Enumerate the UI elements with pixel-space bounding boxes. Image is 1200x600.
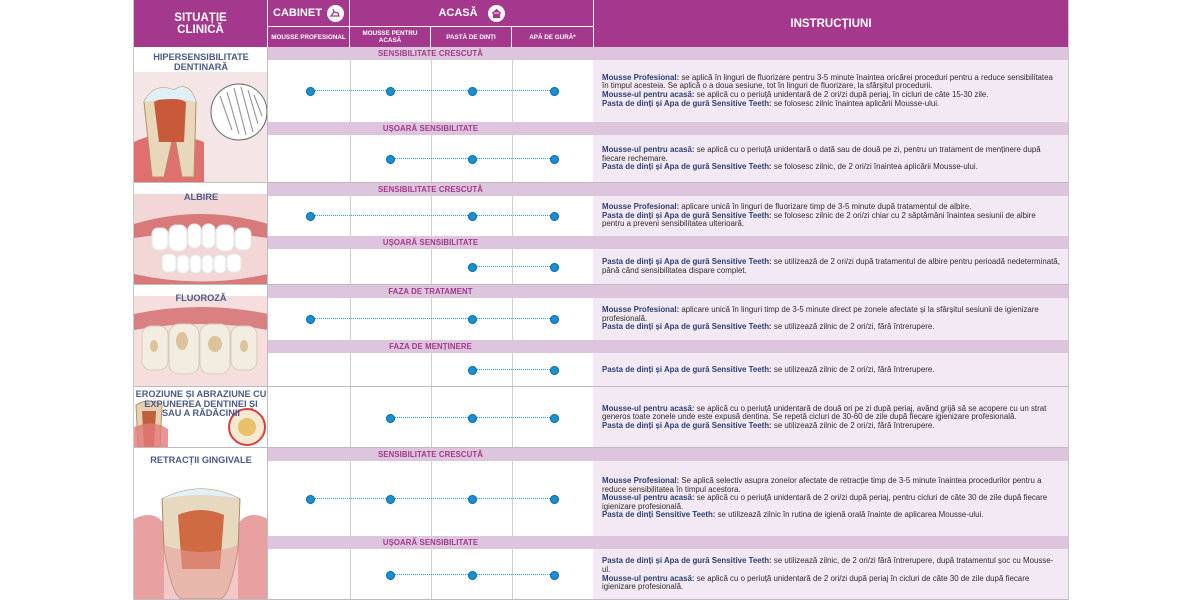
instruction-line <box>602 146 1060 163</box>
instruction-product: Mousse-ul pentru acasă: <box>602 493 695 503</box>
instruction-line <box>602 100 1060 109</box>
instruction-product: Mousse Profesional: <box>602 476 680 486</box>
instruction-text: se folosesc zilnic de 2 ori/zi chiar cu 2 săptămâni înaintea sesiunii de albire pentru a preveni sensibilitatea ulterioară. <box>602 210 1036 229</box>
instruction-text: se aplică cu o periuță unidentară de 2 ori/zi după periaj, pentru cicluri de câte 30 de zile după fiecare igienizare profesională. <box>602 493 1048 511</box>
header-acasa <box>350 0 593 27</box>
recommended-dot <box>550 212 559 221</box>
instructions-cell <box>593 549 1068 600</box>
instruction-product: Pasta de dinți și Apa de gură Sensitive Teeth: <box>602 420 772 430</box>
recommended-dot <box>468 87 477 96</box>
recommended-dot <box>550 495 559 504</box>
instruction-line <box>602 163 1060 172</box>
product-grid-row <box>268 549 593 600</box>
instruction-line <box>602 511 1060 520</box>
situation-title: RETRACȚII GINGIVALE <box>150 455 252 465</box>
recommended-dot <box>550 87 559 96</box>
instructions-cell <box>593 196 1068 236</box>
product-grid-row <box>268 60 593 122</box>
severity-band: FAZA DE TRATAMENT <box>268 285 593 298</box>
instruction-text: se aplică cu o periuță unidentară de 2 ori/zi după periaj în cicluri de câte 30 de zile după fiecare igienizare profesională. <box>602 573 1030 592</box>
grid-divider <box>431 298 432 340</box>
dotted-connector <box>472 266 554 267</box>
product-grid-row <box>268 196 593 236</box>
instructions-cell <box>593 387 1068 448</box>
instructions-cell <box>593 461 1068 536</box>
instruction-text: se utilizează zilnic, de 2 ori/zi fără întrerupere, după tratamentul șoc cu Mousse-ul. <box>602 556 1054 574</box>
grid-divider <box>350 549 351 600</box>
instruction-line <box>602 405 1060 422</box>
severity-band: UȘOARĂ SENSIBILITATE <box>268 536 593 549</box>
situation-cell <box>134 448 268 600</box>
instruction-product: Pasta de dinți Sensitive Teeth: <box>602 510 716 520</box>
instruction-line <box>602 258 1060 275</box>
header-cabinet-label: CABINET <box>273 7 322 19</box>
severity-band-spacer <box>593 47 1068 60</box>
situation-cell <box>134 47 268 183</box>
recommended-dot <box>306 495 315 504</box>
product-grid-row <box>268 249 593 285</box>
situation-cell <box>134 183 268 285</box>
instruction-line <box>602 422 1060 431</box>
instruction-product: Mousse-ul pentru acasă: <box>602 573 695 583</box>
severity-band: UȘOARĂ SENSIBILITATE <box>268 122 593 135</box>
recommended-dot <box>468 571 477 580</box>
instruction-product: Mousse Profesional: <box>602 72 680 82</box>
instruction-product: Mousse Profesional: <box>602 305 680 315</box>
instruction-line <box>602 74 1060 91</box>
grid-divider <box>350 196 351 236</box>
dotted-connector <box>310 215 554 216</box>
grid-divider <box>431 249 432 285</box>
header-col-mousse-acasa: MOUSSE PENTRU ACASĂ <box>350 27 431 47</box>
header-situatie-label: SITUAȚIE CLINICĂ <box>174 11 227 36</box>
grid-divider <box>512 353 513 387</box>
instruction-text: se folosesc zilnic, de 2 ori/zi înaintea aplicării Mousse-ului. <box>771 162 978 172</box>
dental-chair-icon <box>327 5 344 22</box>
instruction-product: Mousse-ul pentru acasă: <box>602 403 695 413</box>
recommended-dot <box>468 366 477 375</box>
instruction-text: se utilizează zilnic de 2 ori/zi, fără întrerupere. <box>771 364 935 374</box>
grid-divider <box>512 135 513 183</box>
recommended-dot <box>550 315 559 324</box>
grid-divider <box>431 60 432 122</box>
fluoro-illustration-icon <box>134 293 268 386</box>
header-col-mousse-profesional: MOUSSE PROFESIONAL <box>268 27 350 47</box>
header-situatie <box>134 0 268 47</box>
severity-band-spacer <box>593 285 1068 298</box>
product-grid-row <box>268 353 593 387</box>
situation-cell <box>134 285 268 387</box>
grid-divider <box>512 196 513 236</box>
recommended-dot <box>386 571 395 580</box>
severity-band-spacer <box>593 236 1068 249</box>
recommended-dot <box>386 495 395 504</box>
instruction-line <box>602 575 1060 592</box>
situation-title: HIPERSENSIBILITATE DENTINARĂ <box>153 52 249 72</box>
instruction-text: se utilizează zilnic de 2 ori/zi, fără întrerupere. <box>771 322 935 332</box>
recommended-dot <box>550 263 559 272</box>
grid-divider <box>350 387 351 448</box>
header-acasa-label: ACASĂ <box>438 7 478 19</box>
instructions-cell <box>593 60 1068 122</box>
instruction-product: Mousse-ul pentru acasă: <box>602 145 695 155</box>
instruction-product: Pasta de dinți și Apa de gură Sensitive Teeth: <box>602 257 772 267</box>
instruction-text: aplicare unică în linguri de fluorizare timp de 3-5 minute după tratamentul de albire. <box>679 202 972 212</box>
instruction-text: se utilizează de 2 ori/zi după tratamentul de albire pentru perioadă nedeterminată, până când sensibilitatea dispare complet. <box>602 257 1060 275</box>
header-col-apa: APĂ DE GURĂ* <box>512 27 593 47</box>
recommended-dot <box>550 571 559 580</box>
recommended-dot <box>306 212 315 221</box>
grid-divider <box>512 60 513 122</box>
instruction-product: Mousse-ul pentru acasă: <box>602 90 695 99</box>
instructions-cell <box>593 249 1068 285</box>
grid-divider <box>350 249 351 285</box>
dotted-connector <box>310 498 554 499</box>
situation-title: ALBIRE <box>183 192 219 202</box>
recommended-dot <box>306 315 315 324</box>
instructions-cell <box>593 135 1068 183</box>
dotted-connector <box>310 90 554 91</box>
situation-title: EROZIUNE ȘI ABRAZIUNE CU EXPUNEREA DENTINEI ȘI SAU A RĂDĂCINII <box>135 389 267 418</box>
instruction-text: se aplică cu o periuță unidentară o dată sau de două pe zi, pentru un tratament de menținere după fiecare rechemare. <box>602 145 1041 163</box>
instruction-product: Pasta de dinți și Apa de gură Sensitive Teeth: <box>602 556 772 566</box>
instruction-product: Pasta de dinți și Apa de gură Sensitive Teeth: <box>602 162 772 172</box>
severity-band-spacer <box>593 183 1068 196</box>
product-grid-row <box>268 461 593 536</box>
instruction-text: aplicare unică în linguri timp de 3-5 minute direct pe zonele afectate și la sfârșitul sesiunii de igienizare profesională. <box>602 305 1039 323</box>
instruction-product: Pasta de dinți și Apa de gură Sensitive Teeth: <box>602 98 772 108</box>
instruction-text: se folosesc zilnic înaintea aplicării Mousse-ului. <box>771 98 940 108</box>
recommended-dot <box>468 212 477 221</box>
severity-band: UȘOARĂ SENSIBILITATE <box>268 236 593 249</box>
recommended-dot <box>386 414 395 423</box>
grid-divider <box>431 196 432 236</box>
grid-divider <box>512 249 513 285</box>
instruction-line <box>602 557 1060 574</box>
instructions-cell <box>593 353 1068 387</box>
severity-band-spacer <box>593 122 1068 135</box>
hyper-illustration-icon <box>134 72 268 182</box>
instruction-line <box>602 212 1060 229</box>
recommended-dot <box>468 155 477 164</box>
instruction-text: se utilizează zilnic de 2 ori/zi, fără întrerupere. <box>771 420 935 430</box>
treatment-table <box>133 0 1069 600</box>
grid-divider <box>350 298 351 340</box>
instruction-line <box>602 323 1060 332</box>
instruction-product: Pasta de dinți și Apa de gură Sensitive Teeth: <box>602 322 772 332</box>
severity-band-spacer <box>593 448 1068 461</box>
grid-divider <box>350 60 351 122</box>
grid-divider <box>350 353 351 387</box>
instruction-line <box>602 306 1060 323</box>
instruction-product: Pasta de dinți și Apa de gură Sensitive Teeth: <box>602 210 772 220</box>
instruction-text: Se aplică selectiv asupra zonelor afectate de retracție timp de 3-5 minute înaintea procedurilor pentru a reduce sensibilitatea în timpul acestora. <box>602 476 1042 494</box>
product-grid-row <box>268 298 593 340</box>
severity-band-spacer <box>593 340 1068 353</box>
severity-band: SENSIBILITATE CRESCUTĂ <box>268 183 593 196</box>
recommended-dot <box>386 155 395 164</box>
instruction-product: Mousse Profesional: <box>602 202 680 212</box>
instruction-line <box>602 366 1060 375</box>
instruction-product: Pasta de dinți și Apa de gură Sensitive Teeth: <box>602 364 772 374</box>
situation-cell <box>134 387 268 448</box>
recommended-dot <box>550 155 559 164</box>
instruction-line <box>602 494 1060 511</box>
grid-divider <box>350 135 351 183</box>
header-col-pasta: PASTĂ DE DINȚI <box>431 27 512 47</box>
severity-band-spacer <box>593 536 1068 549</box>
product-grid-row <box>268 387 593 448</box>
instruction-text: se aplică cu o periuță unidentară de două ori pe zi după periaj, având grijă să se acopere cu un strat generos toate zonele unde este expusă dentina. Se repetă cicluri de 30-60 de zile după fiecare igienizare profesională. <box>602 403 1047 422</box>
gum-illustration-icon <box>134 479 268 599</box>
grid-divider <box>431 135 432 183</box>
header-cabinet <box>268 0 350 27</box>
header-instructiuni: INSTRUCȚIUNI <box>593 0 1068 47</box>
grid-divider <box>431 353 432 387</box>
recommended-dot <box>468 495 477 504</box>
recommended-dot <box>468 263 477 272</box>
severity-band: SENSIBILITATE CRESCUTĂ <box>268 448 593 461</box>
severity-band: FAZA DE MENȚINERE <box>268 340 593 353</box>
home-icon <box>488 5 505 22</box>
recommended-dot <box>468 315 477 324</box>
instruction-text: se aplică cu o periuță unidentară de 2 ori/zi după periaj, în cicluri de câte 15-30 zile. <box>694 90 989 99</box>
grid-divider <box>512 298 513 340</box>
instruction-text: se aplică în linguri de fluorizare pentru 3-5 minute înaintea oricărei proceduri pentru a reduce sensibilitatea în timpul acesteia. Se aplică o a doua sesiune, tot în linguri de fluorizare, la sfârșitul procedurii. <box>602 72 1053 91</box>
smile-illustration-icon <box>134 194 268 284</box>
instructions-cell <box>593 298 1068 340</box>
severity-band: SENSIBILITATE CRESCUTĂ <box>268 47 593 60</box>
dotted-connector <box>310 318 554 319</box>
recommended-dot <box>306 87 315 96</box>
recommended-dot <box>550 414 559 423</box>
recommended-dot <box>550 366 559 375</box>
product-grid-row <box>268 135 593 183</box>
recommended-dot <box>386 87 395 96</box>
recommended-dot <box>468 414 477 423</box>
instruction-text: se utilizează zilnic în rutina de igienă orală înainte de aplicarea Mousse-ului. <box>715 510 984 520</box>
dotted-connector <box>472 369 554 370</box>
situation-title: FLUOROZĂ <box>175 293 227 303</box>
instruction-line <box>602 477 1060 494</box>
